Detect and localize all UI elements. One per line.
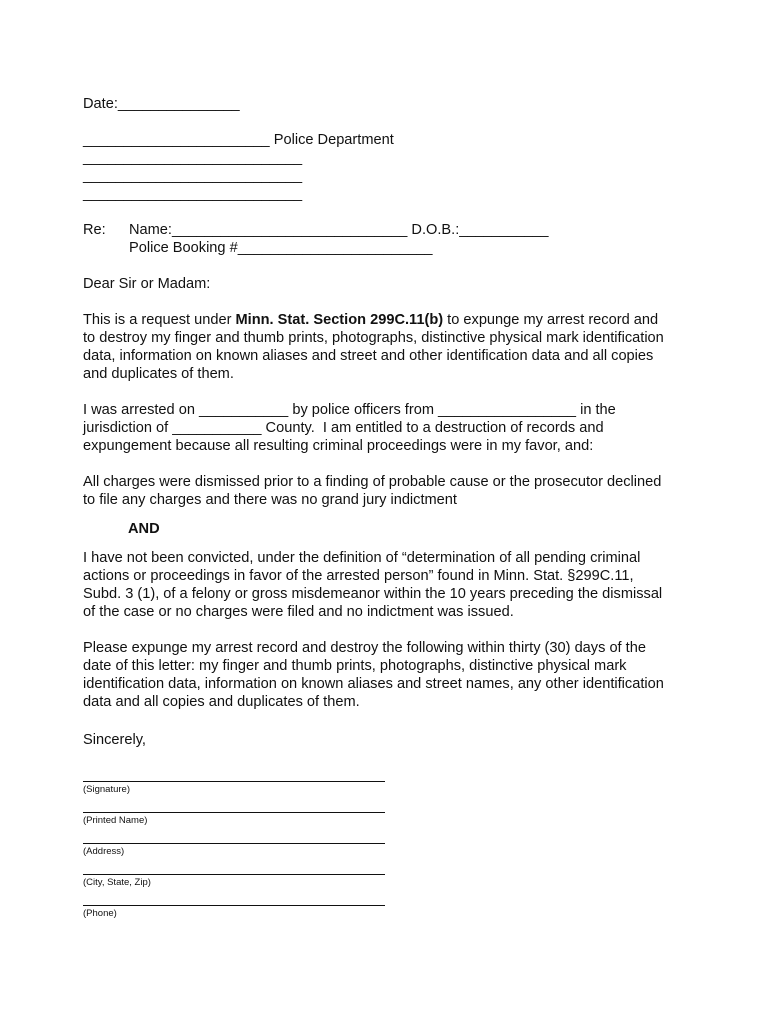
address-line-2: ___________________________ <box>83 168 303 184</box>
para1-line-3: data, information on known aliases and street and other identification data and all copies <box>83 348 654 364</box>
paragraph-arrest <box>83 401 689 455</box>
salutation: Dear Sir or Madam: <box>83 276 211 292</box>
printed-name-line <box>83 800 385 813</box>
para1-suffix-1: to expunge my arrest record and <box>443 312 659 328</box>
para4-line-1: I have not been convicted, under the definition of “determination of all pending criminal <box>83 550 641 566</box>
phone-line <box>83 893 385 906</box>
address-line-3: ___________________________ <box>83 186 303 202</box>
para4-line-4: of the case or no charges were filed and no indictment was issued. <box>83 604 514 620</box>
police-department-line: _______________________ Police Department <box>83 132 394 148</box>
para1-line-2: to destroy my finger and thumb prints, photographs, distinctive physical mark identification <box>83 330 664 346</box>
para4-line-3: Subd. 3 (1), of a felony or gross misdemeanor within the 10 years preceding the dismissal <box>83 586 663 602</box>
para2-line-1: I was arrested on ___________ by police officers from _________________ in the <box>83 402 616 418</box>
name-dob-line: Name:_____________________________ D.O.B.:___________ <box>129 222 549 238</box>
para1-line-4: and duplicates of them. <box>83 366 234 382</box>
address-label: (Address) <box>83 846 125 857</box>
address-sign-line <box>83 831 385 844</box>
re-label: Re: <box>83 222 106 238</box>
para4-line-2: actions or proceedings in favor of the arrested person” found in Minn. Stat. §299C.11, <box>83 568 634 584</box>
para2-line-2: jurisdiction of ___________ County. I am entitled to a destruction of records and <box>83 420 604 436</box>
statute-reference: Minn. Stat. Section 299C.11(b) <box>235 312 444 328</box>
address-line-1: ___________________________ <box>83 150 303 166</box>
paragraph-please-expunge <box>83 639 689 711</box>
date-line: Date:_______________ <box>83 96 240 112</box>
paragraph-charges <box>83 473 689 509</box>
booking-line: Police Booking #________________________ <box>129 240 433 256</box>
para5-line-2: date of this letter: my finger and thumb prints, photographs, distinctive physical mark <box>83 658 627 674</box>
city-state-zip-label: (City, State, Zip) <box>83 877 151 888</box>
para2-line-3: expungement because all resulting criminal proceedings were in my favor, and: <box>83 438 594 454</box>
signature-block <box>83 769 689 920</box>
para5-line-3: identification data, information on known aliases and street names, any other identification <box>83 676 664 692</box>
para5-line-1: Please expunge my arrest record and destroy the following within thirty (30) days of the <box>83 640 646 656</box>
para1-prefix: This is a request under <box>83 312 236 328</box>
phone-label: (Phone) <box>83 908 117 919</box>
city-state-zip-line <box>83 862 385 875</box>
para5-line-4: data and all copies and duplicates of them. <box>83 694 360 710</box>
para3-line-2: to file any charges and there was no grand jury indictment <box>83 492 457 508</box>
and-label: AND <box>128 521 160 537</box>
para3-line-1: All charges were dismissed prior to a finding of probable cause or the prosecutor declined <box>83 474 662 490</box>
closing: Sincerely, <box>83 732 146 748</box>
re-block <box>83 221 689 257</box>
paragraph-request <box>83 311 689 383</box>
signature-line <box>83 769 385 782</box>
signature-label: (Signature) <box>83 784 130 795</box>
letter-page <box>83 95 689 920</box>
paragraph-not-convicted <box>83 549 689 621</box>
printed-name-label: (Printed Name) <box>83 815 148 826</box>
